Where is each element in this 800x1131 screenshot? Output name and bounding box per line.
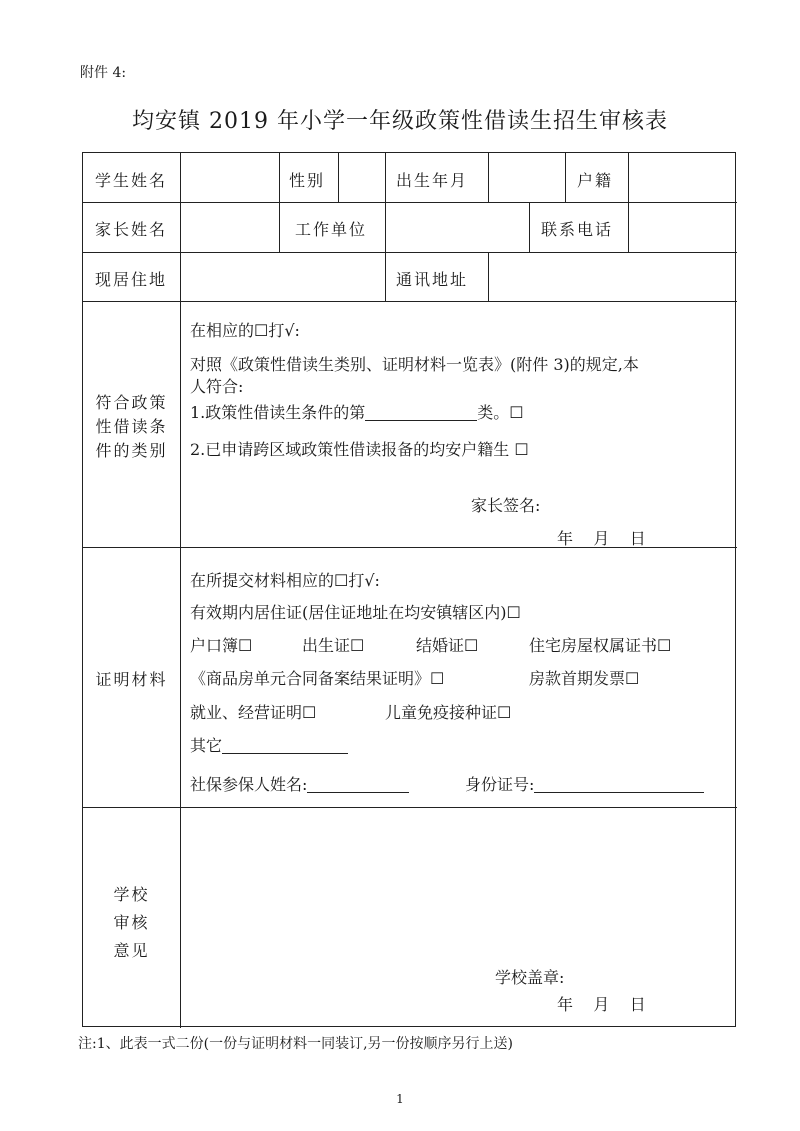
policy-item-1-suffix[interactable]: 类。☐ [477,403,524,422]
category-number-blank[interactable] [365,404,477,421]
policy-label-line: 符合政策 [95,393,168,412]
school-review-label [83,881,180,965]
policy-reference-line: 对照《政策性借读生类别、证明材料一览表》(附件 3)的规定,本 [190,355,639,374]
phone-label: 联系电话 [541,220,614,239]
insured-name-blank[interactable] [307,776,409,793]
page-title: 均安镇 2019 年小学一年级政策性借读生招生审核表 [132,109,668,134]
mail-address-label: 通讯地址 [396,270,469,289]
column-divider [529,202,530,252]
page-number: 1 [396,1092,404,1106]
column-divider [565,153,566,202]
other-label: 其它 [190,736,223,755]
household-field[interactable] [629,154,735,201]
column-divider [385,252,386,301]
policy-instruction: 在相应的☐打√: [190,321,300,340]
school-opinion-field[interactable] [181,808,735,958]
policy-category-label [83,391,180,463]
vaccination-checkbox[interactable]: 儿童免疫接种证☐ [385,703,512,722]
policy-item-2[interactable]: 2.已申请跨区域政策性借读报备的均安户籍生 ☐ [190,440,529,459]
school-stamp-label: 学校盖章: [495,968,565,987]
marriage-cert-checkbox[interactable]: 结婚证☐ [416,636,479,655]
school-label-line: 学校 [113,885,150,904]
policy-label-line: 件的类别 [95,441,168,460]
insured-name-row [190,772,409,795]
footnote: 注:1、此表一式二份(一份与证明材料一同装订,另一份按顺序另行上送) [78,1036,513,1052]
column-divider [385,153,386,202]
student-name-field[interactable] [181,154,278,201]
birth-date-field[interactable] [489,154,564,201]
school-label-line: 审核 [113,913,150,932]
phone-field[interactable] [629,203,735,251]
birth-date-label: 出生年月 [396,171,469,190]
id-number-label: 身份证号: [465,775,535,794]
house-contract-checkbox[interactable]: 《商品房单元合同备案结果证明》☐ [190,669,445,688]
policy-item-1-prefix: 1.政策性借读生条件的第 [190,403,366,422]
school-label-line: 意见 [113,941,150,960]
policy-reference-line: 人符合: [190,377,244,396]
residence-field[interactable] [181,253,384,300]
insured-name-label: 社保参保人姓名: [190,775,308,794]
other-material [190,733,348,756]
id-number-blank[interactable] [534,776,704,793]
policy-item-1 [190,400,524,423]
residence-label: 现居住地 [95,270,168,289]
household-label: 户籍 [577,171,614,190]
id-number-row [465,772,704,795]
student-name-label: 学生姓名 [95,171,168,190]
materials-instruction: 在所提交材料相应的☐打√: [190,571,380,590]
column-divider [279,153,280,202]
work-unit-field[interactable] [386,203,528,251]
policy-label-line: 性借读条 [95,417,168,436]
school-date: 年 月 日 [557,995,646,1014]
row-divider [83,301,737,302]
first-payment-checkbox[interactable]: 房款首期发票☐ [529,669,640,688]
property-cert-checkbox[interactable]: 住宅房屋权属证书☐ [529,636,672,655]
policy-date: 年 月 日 [557,529,646,548]
materials-label: 证明材料 [95,670,168,689]
parent-name-label: 家长姓名 [95,220,168,239]
parent-name-field[interactable] [181,203,278,251]
other-material-blank[interactable] [222,737,348,754]
mail-address-field[interactable] [489,253,735,300]
column-divider [279,202,280,252]
hukou-checkbox[interactable]: 户口簿☐ [190,636,253,655]
work-unit-label: 工作单位 [295,220,368,239]
gender-label: 性别 [289,171,326,190]
attachment-label: 附件 4: [80,65,127,81]
employment-checkbox[interactable]: 就业、经营证明☐ [190,703,317,722]
review-form-table [82,152,736,1027]
birth-cert-checkbox[interactable]: 出生证☐ [302,636,365,655]
gender-field[interactable] [339,154,384,201]
parent-signature-label: 家长签名: [471,496,541,515]
residence-permit-checkbox[interactable]: 有效期内居住证(居住证地址在均安镇辖区内)☐ [190,603,521,622]
